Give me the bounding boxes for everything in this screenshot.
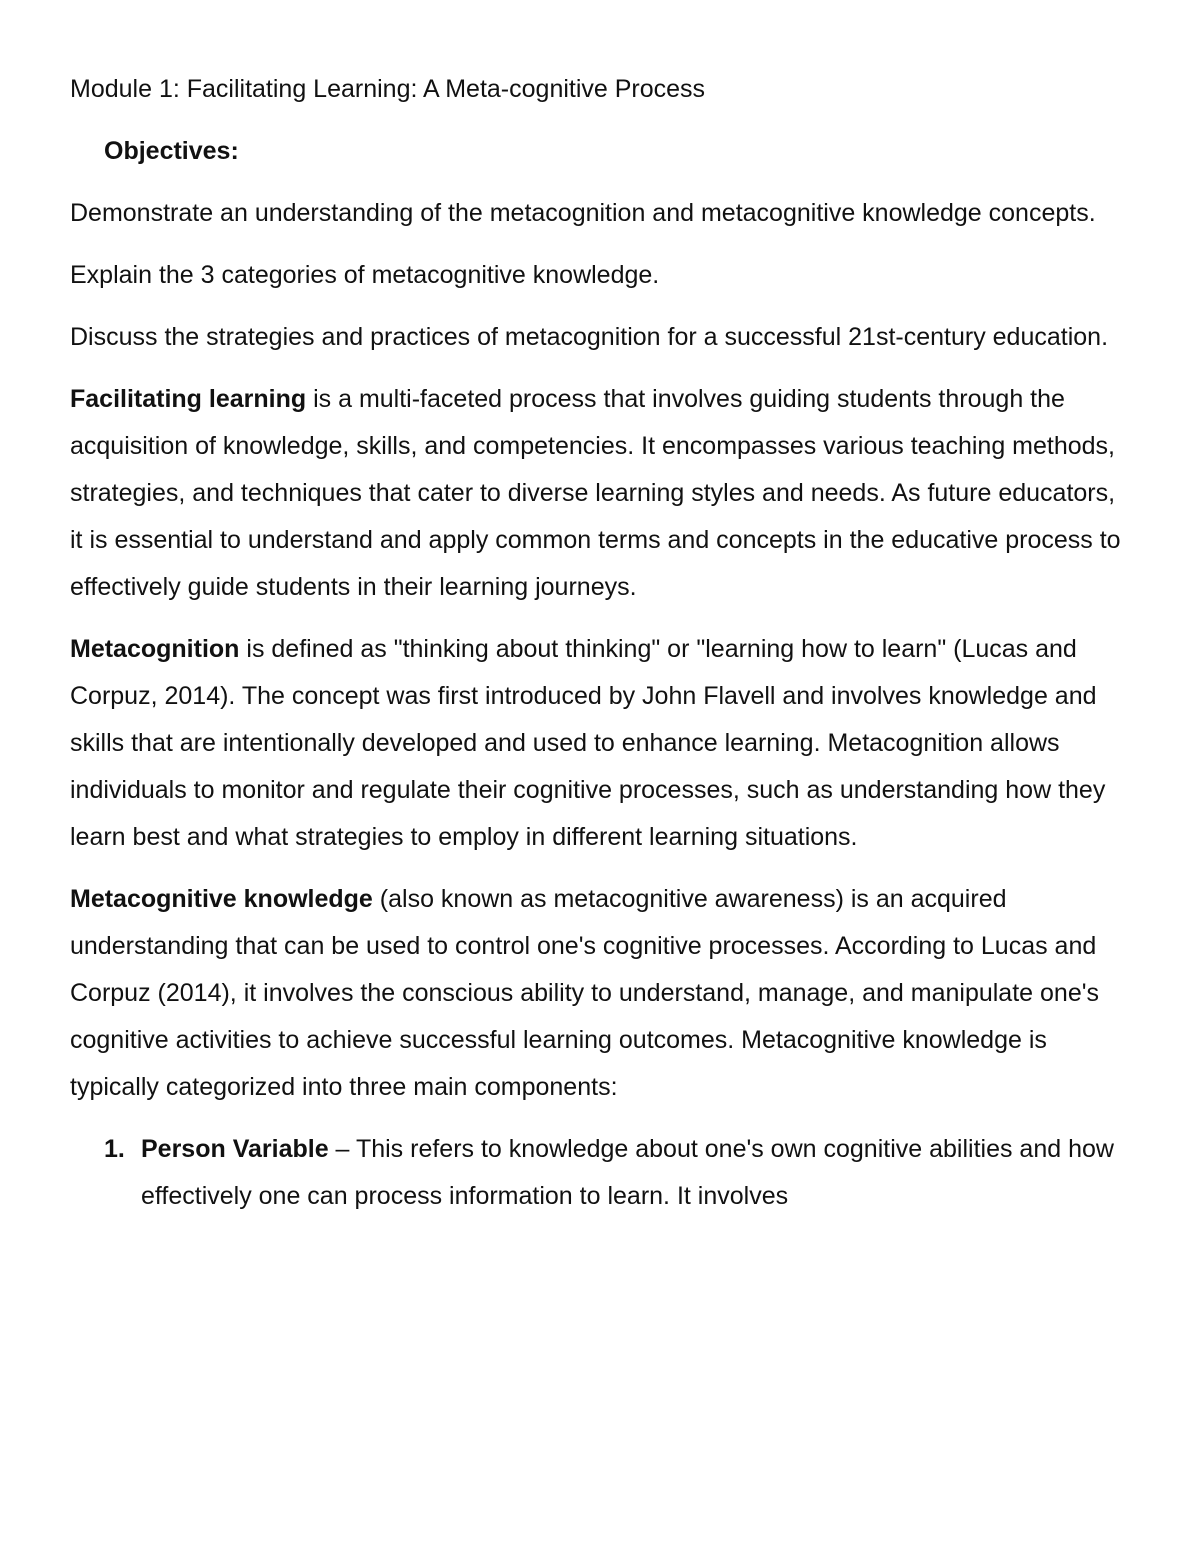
term-facilitating-learning: Facilitating learning: [70, 385, 307, 413]
list-item-number: 1.: [104, 1135, 125, 1163]
list-item: [70, 1126, 1130, 1220]
paragraph-text: is defined as "thinking about thinking" or "learning how to learn" (Lucas and Corpuz, 2014). The concept was first introduced by John Flavell and involves knowledge and skills that are intentionally developed and used to enhance learning. Metacognition allows individuals to monitor and regulate their cognitive processes, such as understanding how they learn best and what strategies to employ in different learning situations.: [70, 635, 1106, 851]
objectives-heading: Objectives:: [104, 137, 239, 165]
objective-item: Explain the 3 categories of metacognitive knowledge.: [70, 261, 660, 289]
document-page: [70, 66, 1130, 1220]
paragraph-metacognition: [70, 626, 1130, 861]
term-person-variable: Person Variable: [141, 1135, 329, 1163]
objective-item: Demonstrate an understanding of the metacognition and metacognitive knowledge concepts.: [70, 199, 1096, 227]
objective-item: Discuss the strategies and practices of metacognition for a successful 21st-century education.: [70, 323, 1109, 351]
paragraph-text: is a multi-faceted process that involves guiding students through the acquisition of knowledge, skills, and competencies. It encompasses various teaching methods, strategies, and techniques that cater to diverse learning styles and needs. As future educators, it is essential to understand and apply common terms and concepts in the educative process to effectively guide students in their learning journeys.: [70, 385, 1121, 601]
list-item-text: – This refers to knowledge about one's own cognitive abilities and how effectively one can process information to learn. It involves: [141, 1135, 1114, 1210]
term-metacognitive-knowledge: Metacognitive knowledge: [70, 885, 373, 913]
paragraph-metacognitive-knowledge: [70, 876, 1130, 1111]
components-list: [70, 1126, 1130, 1220]
paragraph-facilitating-learning: [70, 376, 1130, 611]
paragraph-text: (also known as metacognitive awareness) is an acquired understanding that can be used to control one's cognitive processes. According to Lucas and Corpuz (2014), it involves the conscious ability to understand, manage, and manipulate one's cognitive activities to achieve successful learning outcomes. Metacognitive knowledge is typically categorized into three main components:: [70, 885, 1099, 1101]
module-title: Module 1: Facilitating Learning: A Meta-cognitive Process: [70, 75, 706, 103]
term-metacognition: Metacognition: [70, 635, 240, 663]
